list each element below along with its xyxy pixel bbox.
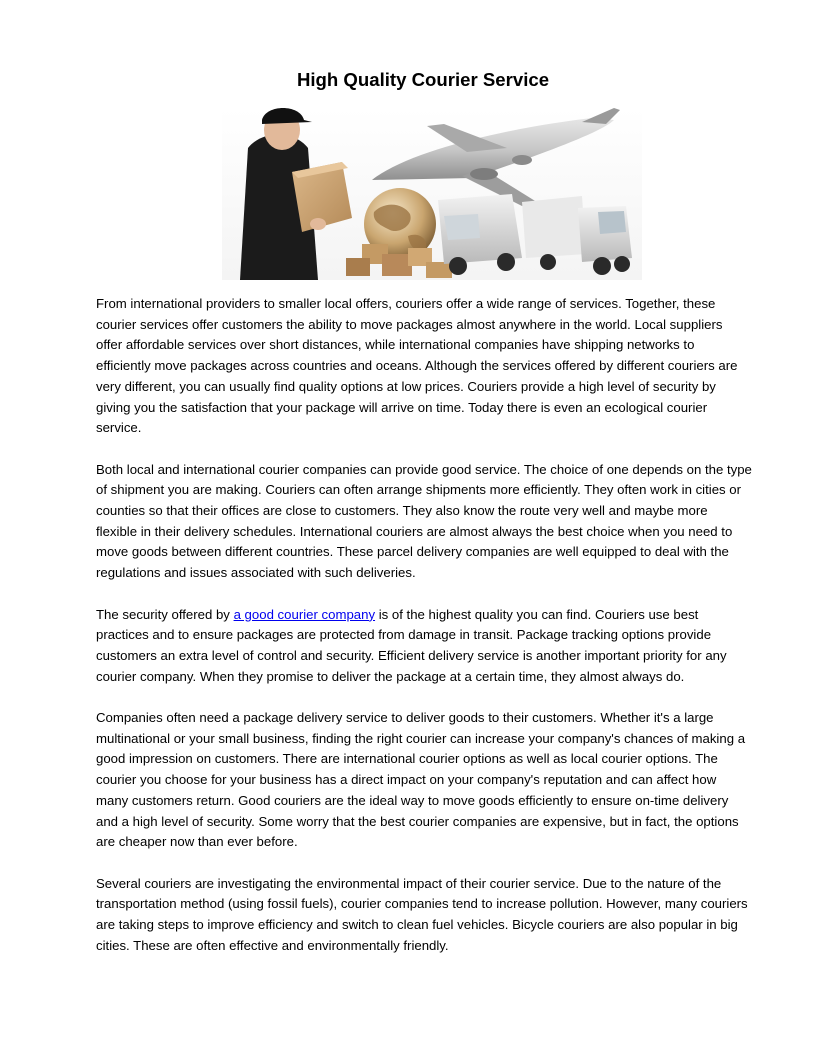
courier-hero-image <box>222 108 642 280</box>
paragraph-5: Several couriers are investigating the environmental impact of their courier service. Due to the nature of the transportation method (using fossil fuels), courier companies tend to increase pollution. However, many couriers are taking steps to improve efficiency and switch to clean fuel vehicles. Bicycle couriers are also popular in big cities. These are often effective and environmentally friendly. <box>96 875 748 953</box>
paragraph-1: From international providers to smaller local offers, couriers offer a wide range of services. Together, these courier services offer customers the ability to move packages almost anywhere in the world. Local suppliers offer affordable services over short distances, while international companies have shipping networks to efficiently move packages across countries and oceans. Although the services offered by different couriers are very different, you can usually find quality options at low prices. Couriers provide a high level of security by giving you the satisfaction that your package will arrive on time. Today there is even an ecological courier service. <box>96 296 738 436</box>
paragraph-3-after-link: is of the highest quality you can find. Couriers use best practices and to ensure packages are protected from damage in transit. Package tracking options provide customers an extra level of control and security. Efficient delivery service is another important priority for any courier company. When they promise to deliver the package at a certain time, they almost always do. <box>96 606 727 684</box>
paragraph-3-before-link: The security offered by <box>96 606 234 622</box>
article-body <box>96 294 752 977</box>
page-title: High Quality Courier Service <box>296 69 550 90</box>
paragraph-4: Companies often need a package delivery service to deliver goods to their customers. Whether it's a large multinational or your small business, finding the right courier can increase your company's chances of making a good impression on customers. There are international courier options as well as local courier options. The courier you choose for your business has a direct impact on your company's reputation and can affect how many customers return. Good couriers are the ideal way to move goods efficiently to ensure on-time delivery and a high level of security. Some worry that the best courier companies are expensive, but in fact, the options are cheaper now than ever before. <box>96 710 746 850</box>
paragraph-2: Both local and international courier companies can provide good service. The choice of one depends on the type of shipment you are making. Couriers can often arrange shipments more efficiently. They often work in cities or counties so that their offices are close to customers. They also know the route very well and maybe more flexible in their delivery schedules. International couriers are almost always the best choice when you need to move goods between different countries. These parcel delivery companies are well equipped to deal with the regulations and issues associated with such deliveries. <box>96 461 752 581</box>
courier-company-link[interactable]: a good courier company <box>233 606 376 622</box>
paragraph-3 <box>96 605 752 688</box>
